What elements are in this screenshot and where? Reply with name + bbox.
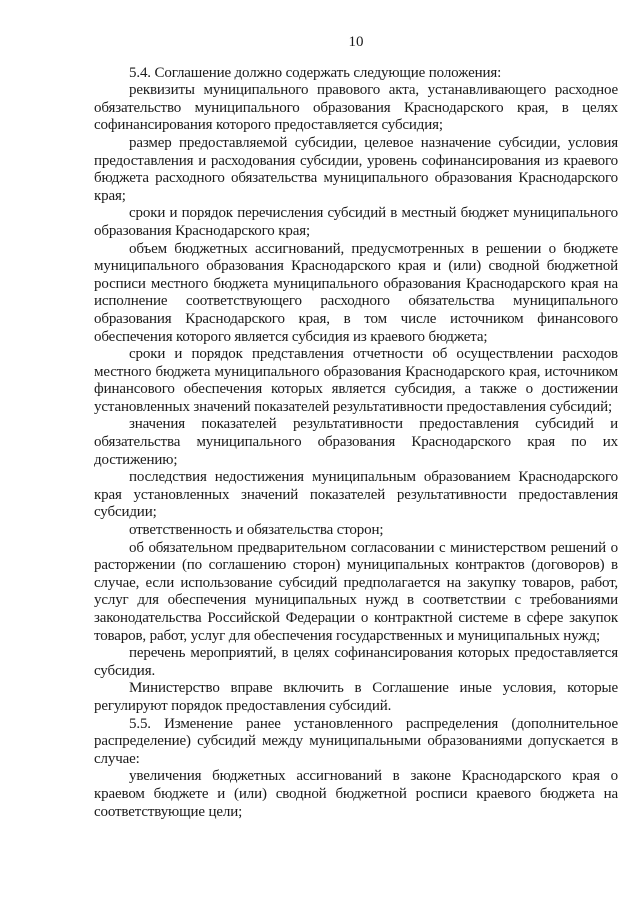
- paragraph-subsidy-size: размер предоставляемой субсидии, целевое назначение субсидии, условия предоставления и расходования субсидии, уровень софинансирования из краевого бюджета расходного обязательства муниципального образования Краснодарского края;: [94, 134, 618, 204]
- paragraph-requisites: реквизиты муниципального правового акта, устанавливающего расходное обязательство муниципального образования Краснодарского края, в целях софинансирования которого предоставляется субсидия;: [94, 82, 618, 134]
- paragraph-budget-increase: увеличения бюджетных ассигнований в законе Краснодарского края о краевом бюджете и (или) сводной бюджетной росписи краевого бюджета на соответствующие цели;: [94, 768, 618, 820]
- paragraph-5-4-heading: 5.4. Соглашение должно содержать следующие положения:: [129, 64, 502, 81]
- paragraph-activities-list: перечень мероприятий, в целях софинансирования которых предоставляется субсидия.: [94, 645, 618, 679]
- page-number: 10: [348, 34, 364, 50]
- paragraph-budget-allocations: объем бюджетных ассигнований, предусмотренных в решении о бюджете муниципального образования Краснодарского края и (или) сводной бюджетной росписи местного бюджета муниципального образования Краснодарского края на исполнение соответствующего расходного обязательства муниципального образования Краснодарского края, в том числе источником финансового обеспечения которого является субсидия из краевого бюджета;: [94, 240, 618, 345]
- paragraph-reporting-terms: сроки и порядок представления отчетности об осуществлении расходов местного бюджета муниципального образования Краснодарского края, источником финансового обеспечения которых является субсидия, а также о достижении установленных значений показателей результативности предоставления субсидий;: [94, 346, 618, 415]
- paragraph-responsibility: ответственность и обязательства сторон;: [129, 522, 384, 539]
- paragraph-transfer-terms: сроки и порядок перечисления субсидий в местный бюджет муниципального образования Краснодарского края;: [94, 205, 618, 239]
- paragraph-performance-indicators: значения показателей результативности предоставления субсидий и обязательства муниципального образования Краснодарского края по их достижению;: [94, 416, 618, 468]
- body-text: [94, 65, 618, 822]
- paragraph-ministry-conditions: Министерство вправе включить в Соглашение иные условия, которые регулируют порядок предоставления субсидий.: [94, 680, 618, 714]
- paragraph-contract-approval: об обязательном предварительном согласовании с министерством решений о расторжении (по соглашению сторон) муниципальных контрактов (договоров) в случае, если использование субсидий предполагается на закупку товаров, работ, услуг для обеспечения муниципальных нужд в соответствии с требованиями законодательства Российской Федерации о контрактной системе в сфере закупок товаров, работ, услуг для обеспечения государственных и муниципальных нужд;: [94, 539, 618, 644]
- paragraph-consequences: последствия недостижения муниципальным образованием Краснодарского края установленных значений показателей результативности предоставления субсидии;: [94, 469, 618, 521]
- paragraph-5-5-heading: 5.5. Изменение ранее установленного распределения (дополнительное распределение) субсидий между муниципальными образованиями допускается в случае:: [94, 715, 618, 767]
